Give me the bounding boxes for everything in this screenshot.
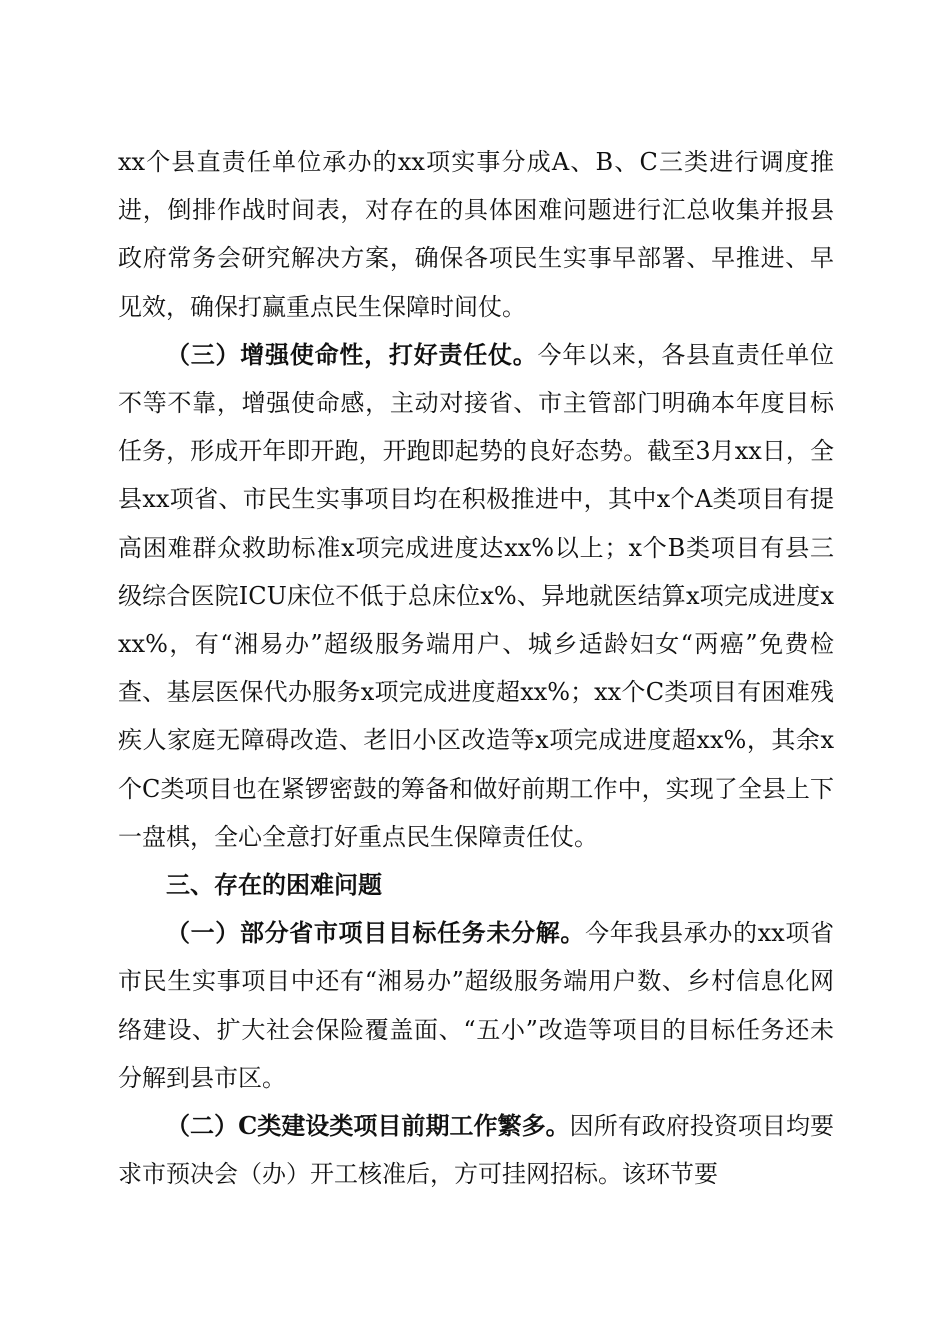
paragraph-responsibility	[118, 331, 834, 861]
paragraph-text: xx个县直责任单位承办的xx项实事分成A、B、C三类进行调度推进，倒排作战时间表，对存在的具体困难问题进行汇总收集并报县政府常务会研究解决方案，确保各项民生实事早部署、早推进、早见效，确保打赢重点民生保障时间仗。	[118, 148, 834, 321]
paragraph-lead-title: （二）C类建设类项目前期工作繁多。	[166, 1111, 570, 1141]
section-heading: 三、存在的困难问题	[166, 871, 382, 900]
document-body	[118, 138, 834, 1198]
paragraph-problem-1	[118, 909, 834, 1102]
paragraph-lead-title: （三）增强使命性，打好责任仗。	[166, 339, 538, 369]
paragraph-text: 今年以来，各县直责任单位不等不靠，增强使命感，主动对接省、市主管部门明确本年度目标任务，形成开年即开跑，开跑即起势的良好态势。截至3月xx日，全县xx项省、市民生实事项目均在积极推进中，其中x个A类项目有提高困难群众救助标准x项完成进度达xx%以上；x个B类项目有县三级综合医院ICU床位不低于总床位x%、异地就医结算x项完成进度xxx%，有“湘易办”超级服务端用户、城乡适龄妇女“两癌”免费检查、基层医保代办服务x项完成进度超xx%；xx个C类项目有困难残疾人家庭无障碍改造、老旧小区改造等x项完成进度超xx%，其余x个C类项目也在紧锣密鼓的筹备和做好前期工作中，实现了全县上下一盘棋，全心全意打好重点民生保障责任仗。	[118, 340, 835, 851]
paragraph-continuation	[118, 138, 834, 331]
paragraph-text: 今年我县承办的xx项省市民生实事项目中还有“湘易办”超级服务端用户数、乡村信息化网络建设、扩大社会保险覆盖面、“五小”改造等项目的目标任务还未分解到县市区。	[118, 919, 835, 1092]
paragraph-problem-2	[118, 1102, 834, 1198]
paragraph-text: 因所有政府投资项目均要求市预决会（办）开工核准后，方可挂网招标。该环节要	[118, 1112, 835, 1189]
paragraph-lead-title: （一）部分省市项目目标任务未分解。	[166, 918, 586, 948]
